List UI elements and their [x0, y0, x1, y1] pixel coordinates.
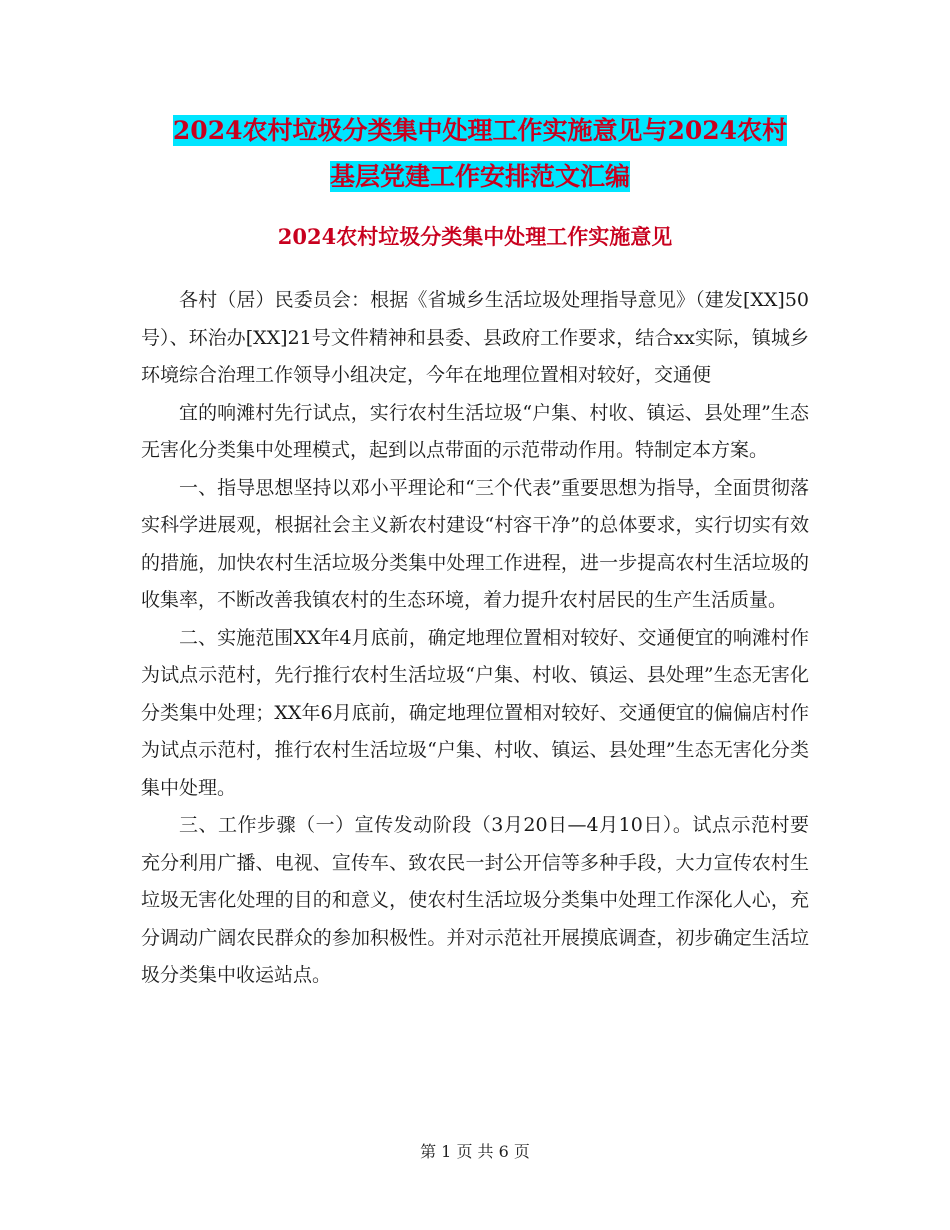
- document-title: [140, 108, 820, 200]
- paragraph-guiding-ideology: 一、指导思想坚持以邓小平理论和“三个代表”重要思想为指导，全面贯彻落实科学进展观，根据社会主义新农村建设“村容干净”的总体要求，实行切实有效的措施，加快农村生活垃圾分类集中处理工作进程，进一步提高农村生活垃圾的收集率，不断改善我镇农村的生态环境，着力提升农村居民的生产生活质量。: [141, 476, 809, 611]
- paragraph-scope: 二、实施范围XX年4月底前，确定地理位置相对较好、交通便宜的响滩村作为试点示范村，先行推行农村生活垃圾“户集、村收、镇运、县处理”生态无害化分类集中处理；XX年6月底前，确定地理位置相对较好、交通便宜的偏偏店村作为试点示范村，推行农村生活垃圾“户集、村收、镇运、县处理”生态无害化分类集中处理。: [141, 626, 809, 799]
- paragraph-intro-continued: 宜的响滩村先行试点，实行农村生活垃圾“户集、村收、镇运、县处理”生态无害化分类集中处理模式，起到以点带面的示范带动作用。特制定本方案。: [141, 401, 809, 461]
- document-body: [141, 282, 809, 995]
- page-footer: 第 1 页 共 6 页: [420, 1142, 530, 1161]
- paragraph-intro: 各村（居）民委员会：根据《省城乡生活垃圾处理指导意见》（建发[XX]50号）、环治办[XX]21号文件精神和县委、县政府工作要求，结合xx实际，镇城乡环境综合治理工作领导小组决定，今年在地理位置相对较好，交通便: [141, 289, 809, 386]
- paragraph-work-steps: 三、工作步骤（一）宣传发动阶段（3月20日—4月10日）。试点示范村要充分利用广播、电视、宣传车、致农民一封公开信等多种手段，大力宣传农村生垃圾无害化处理的目的和意义，使农村生活垃圾分类集中处理工作深化人心，充分调动广阔农民群众的参加积极性。并对示范社开展摸底调查，初步确定生活垃圾分类集中收运站点。: [141, 814, 809, 986]
- section-heading: 2024农村垃圾分类集中处理工作实施意见: [277, 224, 673, 249]
- title-line-2: 基层党建工作安排范文汇编: [329, 162, 630, 191]
- title-line-1: 2024农村垃圾分类集中处理工作实施意见与2024农村: [172, 116, 788, 145]
